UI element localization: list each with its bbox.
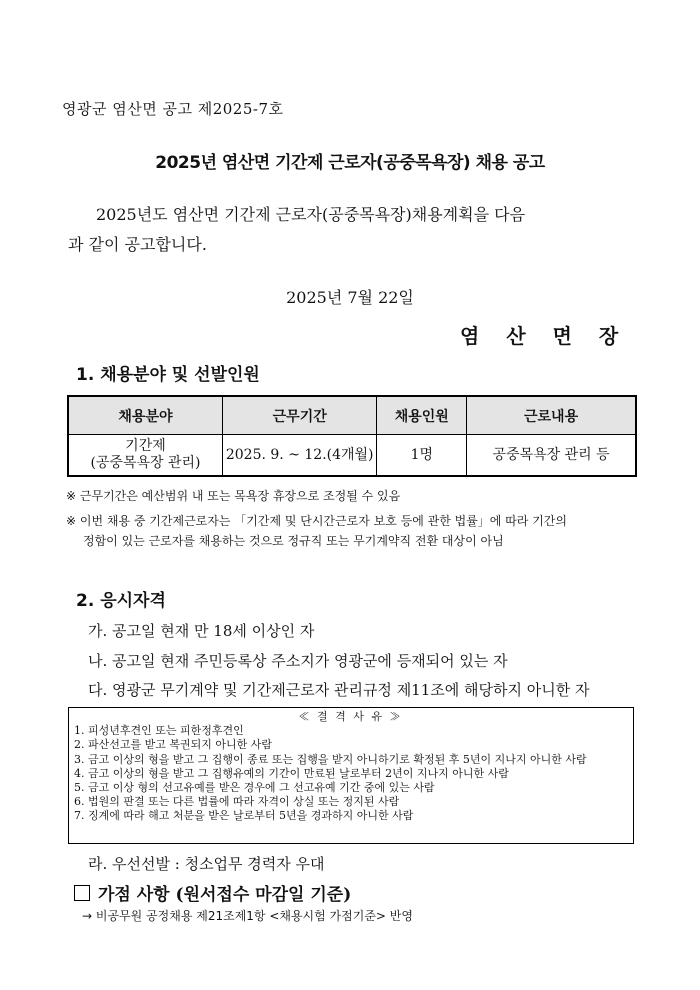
- note-mark: ※: [66, 489, 77, 503]
- page-title: 2025년 염산면 기간제 근로자(공중목욕장) 채용 공고: [155, 153, 545, 173]
- cell-field: [68, 435, 222, 477]
- checkbox-square-icon: [74, 885, 90, 901]
- qualification-item: 다. 영광군 무기계약 및 기간제근로자 관리규정 제11조에 해당하지 아니한 자: [88, 681, 590, 699]
- disqualification-item: 6. 법원의 판결 또는 다른 법률에 따라 자격이 상실 또는 정지된 사람: [74, 795, 400, 809]
- note-1: [66, 486, 400, 506]
- cell-field-line-1: 기간제: [125, 438, 166, 454]
- disqualification-item: 2. 파산선고를 받고 복권되지 아니한 사람: [74, 738, 272, 752]
- signer: 염 산 면 장: [460, 324, 629, 348]
- note-2: [66, 511, 646, 551]
- recruitment-table: [67, 395, 637, 477]
- qualification-item: 가. 공고일 현재 만 18세 이상인 자: [88, 622, 315, 640]
- bonus-reference: → 비공무원 공정채용 제21조제1항 <채용시험 가점기준> 반영: [82, 909, 413, 923]
- notice-number: 영광군 염산면 공고 제2025-7호: [62, 100, 284, 118]
- section-3-heading: [74, 880, 351, 905]
- intro-line-1: 2025년도 염산면 기간제 근로자(공중목욕장)채용계획을 다음: [96, 205, 526, 224]
- cell-duty: 공중목욕장 관리 등: [467, 435, 636, 477]
- section-2-heading: 2. 응시자격: [76, 591, 166, 611]
- intro-line-2: 과 같이 공고합니다.: [68, 235, 207, 254]
- disqualification-item: 1. 피성년후견인 또는 피한정후견인: [74, 724, 244, 738]
- disqualification-item: 3. 금고 이상의 형을 받고 그 집행이 종료 또는 집행을 받지 아니하기로 확정된 후 5년이 지나지 아니한 사람: [74, 752, 587, 766]
- note-2-line-2: 정함이 있는 근로자를 채용하는 것으로 정규직 또는 무기계약직 전환 대상이 아님: [83, 534, 504, 548]
- table-header-row: [68, 396, 636, 435]
- header-duty: 근로내용: [467, 396, 636, 435]
- notice-date: 2025년 7월 22일: [286, 288, 414, 307]
- preference-item: 라. 우선선발 : 청소업무 경력자 우대: [88, 855, 325, 873]
- disqualification-heading: ≪ 결 격 사 유 ≫: [298, 710, 403, 723]
- table-row: [68, 435, 636, 477]
- header-count: 채용인원: [377, 396, 467, 435]
- section-3-heading-text: 가점 사항 (원서접수 마감일 기준): [98, 885, 352, 905]
- cell-field-line-2: (공중목욕장 관리): [90, 455, 201, 471]
- disqualification-item: 7. 징계에 따라 해고 처분을 받은 날로부터 5년을 경과하지 아니한 사람: [74, 809, 414, 823]
- note-2-line-1: 이번 채용 중 기간제근로자는 「기간제 및 단시간근로자 보호 등에 관한 법률」에 따라 기간의: [79, 514, 567, 528]
- header-field: 채용분야: [68, 396, 222, 435]
- note-mark: ※: [66, 514, 77, 528]
- section-1-heading: 1. 채용분야 및 선발인원: [76, 365, 260, 385]
- intro-paragraph: [68, 200, 648, 260]
- note-1-text: 근무기간은 예산범위 내 또는 목욕장 휴장으로 조정될 수 있음: [79, 489, 401, 503]
- disqualification-item: 5. 금고 이상 형의 선고유예를 받은 경우에 그 선고유예 기간 중에 있는 사람: [74, 781, 435, 795]
- disqualification-item: 4. 금고 이상의 형을 받고 그 집행유예의 기간이 만료된 날로부터 2년이 지나지 아니한 사람: [74, 766, 509, 780]
- disqualification-box: [68, 707, 634, 844]
- cell-count: 1명: [377, 435, 467, 477]
- header-period: 근무기간: [222, 396, 377, 435]
- qualification-item: 나. 공고일 현재 주민등록상 주소지가 영광군에 등재되어 있는 자: [88, 652, 508, 670]
- cell-period: 2025. 9. ~ 12.(4개월): [222, 435, 377, 477]
